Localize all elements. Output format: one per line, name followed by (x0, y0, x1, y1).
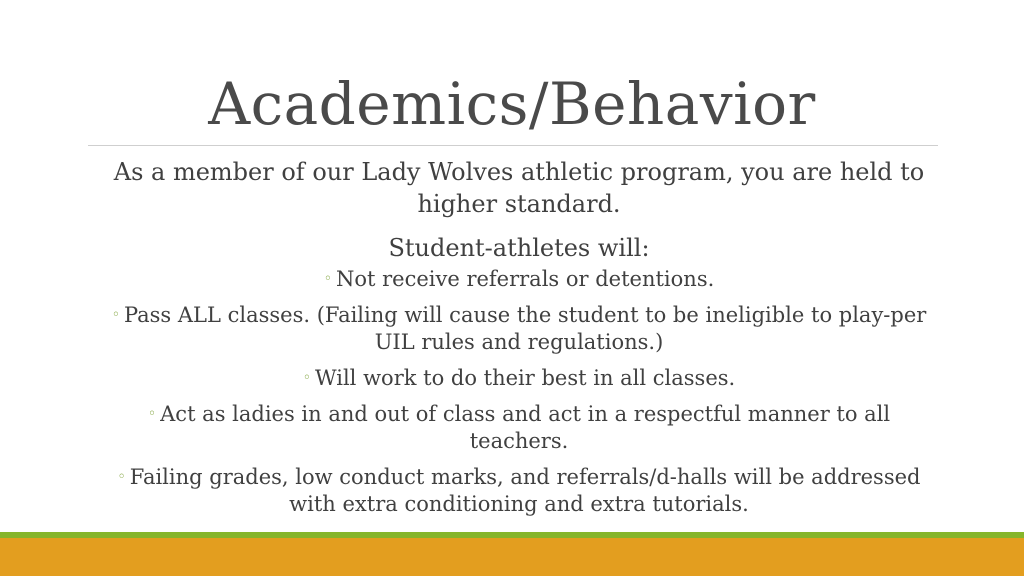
bullet-list (100, 266, 938, 518)
bullet-item (100, 464, 938, 518)
title-divider (88, 145, 938, 146)
bullet-text: Will work to do their best in all classes. (315, 366, 736, 390)
bullet-item (100, 302, 938, 356)
lead-text: Student-athletes will: (388, 234, 650, 262)
bullet-circle-icon: ◦ (323, 271, 332, 287)
bullet-item (100, 365, 938, 392)
intro-text: As a member of our Lady Wolves athletic program, you are held to higher standard. (113, 158, 925, 218)
bullet-item (100, 266, 938, 293)
slide-body (100, 156, 938, 527)
bullet-circle-icon: ◦ (147, 406, 157, 422)
bullet-circle-icon: ◦ (302, 370, 312, 386)
bullet-item (100, 401, 938, 455)
slide-title: Academics/Behavior (208, 70, 816, 138)
footer-orange-band (0, 538, 1024, 576)
bullet-text: Pass ALL classes. (Failing will cause the student to be ineligible to play-per UIL rules and regulations.) (123, 303, 927, 354)
bullet-circle-icon: ◦ (117, 469, 126, 485)
bullet-text: Not receive referrals or detentions. (335, 267, 715, 291)
bullet-text: Act as ladies in and out of class and act in a respectful manner to all teachers. (160, 402, 891, 453)
bullet-text: Failing grades, low conduct marks, and referrals/d-halls will be addressed with extra conditioning and extra tutorials. (129, 465, 921, 516)
bullet-circle-icon: ◦ (111, 307, 120, 323)
